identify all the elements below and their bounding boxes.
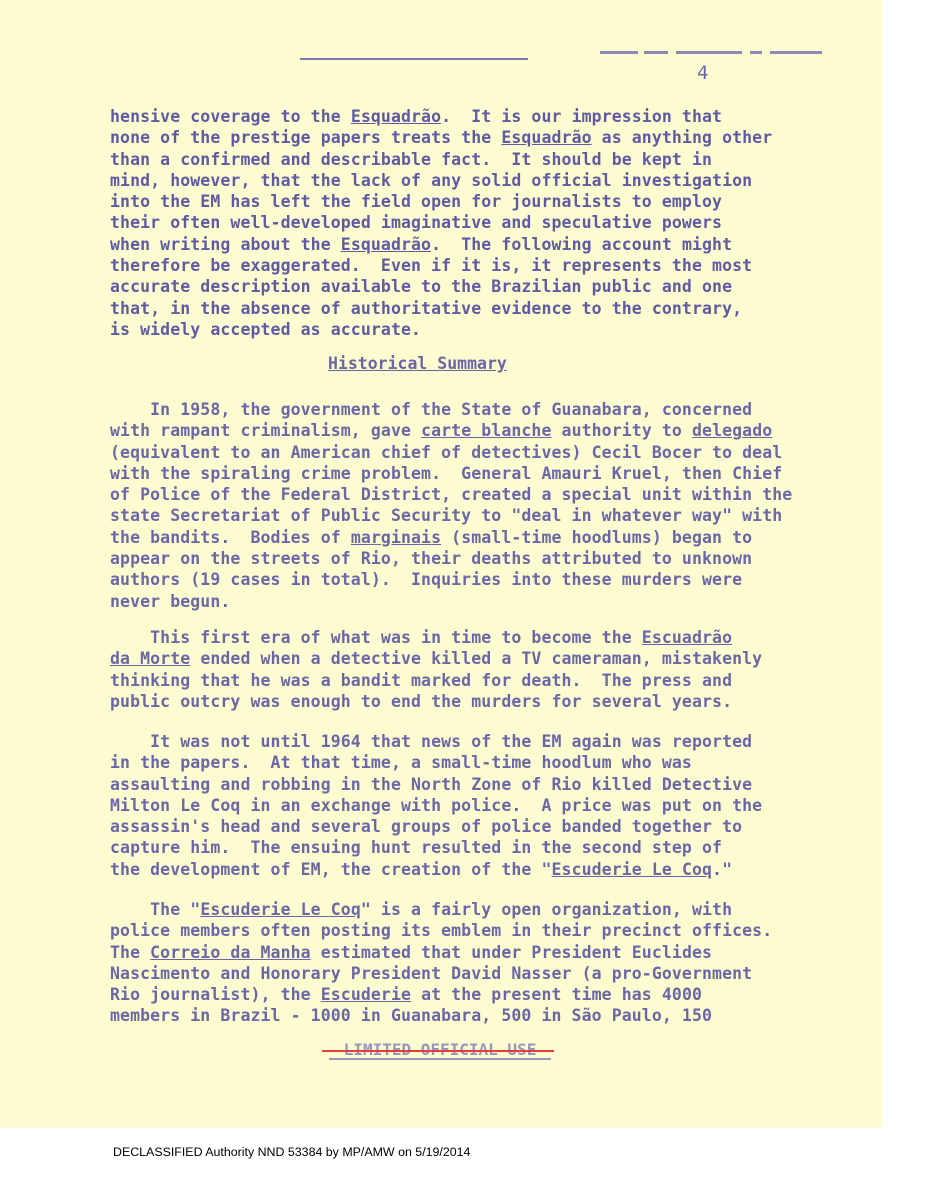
text-line — [110, 484, 830, 505]
text-segment: is widely accepted as accurate. — [110, 319, 422, 339]
text-line — [110, 548, 830, 569]
text-segment: authority to — [551, 421, 692, 441]
text-segment: . It is our impression that — [441, 107, 723, 126]
text-segment: assaulting and robbing in the North Zone of Rio killed Detective — [110, 774, 753, 794]
text-segment: the development of EM, the creation of the " — [110, 859, 552, 879]
header-reference-fragment-icon — [600, 45, 822, 55]
text-segment: none of the prestige papers treats the — [110, 128, 502, 148]
text-segment: ." — [712, 859, 733, 879]
text-segment: of Police of the Federal District, created a special unit within the — [110, 485, 793, 505]
underlined-term: delegado — [692, 421, 773, 441]
text-segment: The — [110, 942, 151, 962]
text-segment: never begun. — [110, 591, 231, 611]
text-segment: police members often posting its emblem in their precinct offices. — [110, 921, 773, 941]
underlined-term: marginais — [350, 527, 442, 547]
text-segment: mind, however, that the lack of any solid official investigation — [110, 170, 753, 190]
text-line — [110, 298, 830, 319]
text-segment: " is a fairly open organization, with — [360, 900, 733, 919]
text-segment: . The following account might — [431, 234, 733, 254]
text-segment: The " — [110, 900, 201, 919]
text-segment: with the spiraling crime problem. General Amauri Kruel, then Chief — [110, 463, 783, 483]
paragraph-1958 — [110, 399, 830, 612]
text-line — [110, 691, 830, 712]
text-segment: than a confirmed and describable fact. It should be kept in — [110, 149, 713, 169]
text-segment: Milton Le Coq in an exchange with police. A price was put on the — [110, 795, 763, 815]
text-segment: Nascimento and Honorary President David Nasser (a pro-Government — [110, 963, 753, 983]
text-line — [110, 170, 830, 191]
paragraph-first-era — [110, 627, 830, 712]
text-line — [110, 1005, 830, 1026]
text-line — [110, 837, 830, 858]
paragraph-1964 — [110, 731, 830, 880]
text-segment: public outcry was enough to end the murders for several years. — [110, 691, 733, 711]
text-line — [110, 591, 830, 612]
text-segment: (equivalent to an American chief of detectives) Cecil Bocer to deal — [110, 442, 783, 462]
text-segment: capture him. The ensuing hunt resulted in the second step of — [110, 838, 723, 858]
text-segment: appear on the streets of Rio, their deaths attributed to unknown — [110, 549, 753, 569]
text-line — [110, 920, 830, 941]
text-line — [110, 795, 830, 816]
underlined-term: Escuderie — [320, 985, 412, 1005]
text-segment: ended when a detective killed a TV cameraman, mistakenly — [190, 649, 763, 669]
text-line — [110, 899, 830, 920]
text-segment: therefore be exaggerated. Even if it is, it represents the most — [110, 256, 753, 276]
text-line — [110, 731, 830, 752]
text-segment: state Secretariat of Public Security to "deal in whatever way" with — [110, 506, 783, 526]
footer-strikethrough-line — [322, 1050, 554, 1052]
page-number: 4 — [697, 62, 709, 84]
text-segment: in the papers. At that time, a small-time hoodlum who was — [110, 753, 692, 773]
text-line — [110, 859, 830, 880]
text-line — [110, 191, 830, 212]
text-segment: This first era of what was in time to become the — [110, 628, 642, 647]
text-line — [110, 255, 830, 276]
underlined-term: Correio da Manha — [150, 942, 311, 962]
text-line — [110, 319, 830, 340]
underlined-term: Esquadrão — [350, 107, 442, 126]
text-segment: thinking that he was a bandit marked for death. The press and — [110, 670, 733, 690]
text-line — [110, 984, 830, 1005]
text-segment: into the EM has left the field open for journalists to employ — [110, 192, 723, 212]
text-line — [110, 463, 830, 484]
text-segment: when writing about the — [110, 234, 341, 254]
text-segment: their often well-developed imaginative and speculative powers — [110, 213, 723, 233]
text-segment: the bandits. Bodies of — [110, 527, 351, 547]
text-segment: as anything other — [591, 128, 773, 148]
text-segment: authors (19 cases in total). Inquiries into these murders were — [110, 570, 743, 590]
underlined-term: da Morte — [110, 649, 191, 669]
text-segment: Rio journalist), the — [110, 985, 321, 1005]
text-line — [110, 212, 830, 233]
text-line — [110, 106, 830, 127]
text-line — [110, 816, 830, 837]
text-line — [110, 627, 830, 648]
text-line — [110, 276, 830, 297]
paragraph-escuderie — [110, 899, 830, 1027]
underlined-term: Escuderie Le Coq — [551, 859, 713, 879]
text-segment: assassin's head and several groups of police banded together to — [110, 817, 743, 837]
text-line — [110, 527, 830, 548]
text-segment: with rampant criminalism, gave — [110, 421, 422, 441]
text-line — [110, 569, 830, 590]
text-segment: that, in the absence of authoritative evidence to the contrary, — [110, 298, 743, 318]
text-segment: It was not until 1964 that news of the EM again was reported — [110, 732, 753, 751]
section-heading-historical-summary: Historical Summary — [328, 354, 507, 373]
text-segment: at the present time has 4000 — [411, 985, 703, 1005]
footer-underline — [329, 1058, 551, 1060]
text-line — [110, 505, 830, 526]
declassification-note: DECLASSIFIED Authority NND 53384 by MP/AMW on 5/19/2014 — [113, 1145, 471, 1159]
text-line — [110, 234, 830, 255]
underlined-term: Escuadrão — [641, 628, 733, 647]
header-classification-underline — [300, 58, 528, 60]
underlined-term: Escuderie Le Coq — [200, 900, 361, 919]
paragraph-coverage — [110, 106, 830, 340]
text-line — [110, 442, 830, 463]
text-segment: members in Brazil - 1000 in Guanabara, 500 in São Paulo, 150 — [110, 1006, 713, 1026]
text-segment: estimated that under President Euclides — [310, 942, 713, 962]
text-line — [110, 648, 830, 669]
text-line — [110, 752, 830, 773]
text-line — [110, 774, 830, 795]
text-segment: (small-time hoodlums) began to — [441, 527, 753, 547]
text-line — [110, 670, 830, 691]
text-line — [110, 127, 830, 148]
text-line — [110, 149, 830, 170]
text-segment: In 1958, the government of the State of Guanabara, concerned — [110, 400, 753, 419]
header-document-reference-cutoff — [600, 45, 822, 55]
text-line — [110, 963, 830, 984]
underlined-term: Esquadrão — [501, 128, 592, 148]
text-segment: accurate description available to the Brazilian public and one — [110, 277, 733, 297]
underlined-term: Esquadrão — [340, 234, 432, 254]
text-line — [110, 399, 830, 420]
underlined-term: carte blanche — [421, 421, 552, 441]
text-line — [110, 420, 830, 441]
text-line — [110, 942, 830, 963]
text-segment: hensive coverage to the — [110, 107, 351, 126]
